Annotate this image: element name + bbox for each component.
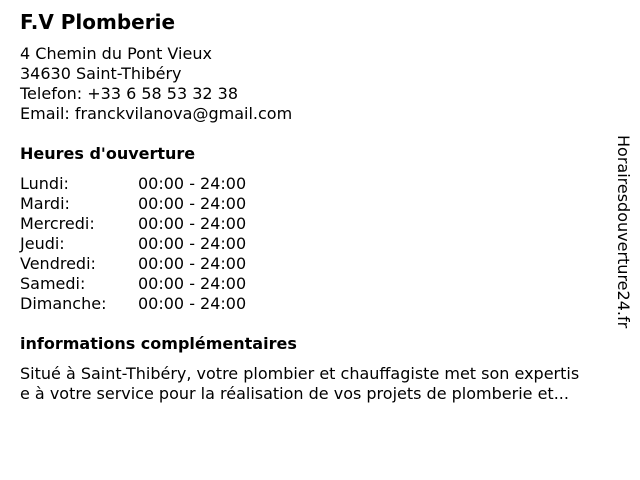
hours-row-wednesday [20, 214, 246, 234]
description-line: Situé à Saint-Thibéry, votre plombier et chauffagiste met son expertis [20, 364, 580, 383]
site-watermark: Horairesdouverture24.fr [614, 135, 633, 329]
hours-day: Jeudi: [20, 234, 65, 253]
phone-number: Telefon: +33 6 58 53 32 38 [20, 84, 239, 103]
hours-row-thursday [20, 234, 246, 254]
hours-time: 00:00 - 24:00 [138, 254, 247, 273]
email-address: Email: franckvilanova@gmail.com [20, 104, 293, 123]
additional-info-title: informations complémentaires [20, 334, 297, 353]
opening-hours-title: Heures d'ouverture [20, 144, 196, 163]
business-name: F.V Plomberie [20, 10, 176, 34]
hours-time: 00:00 - 24:00 [138, 174, 247, 193]
business-description [20, 364, 630, 404]
hours-day: Samedi: [20, 274, 86, 293]
hours-time: 00:00 - 24:00 [138, 294, 247, 313]
hours-time: 00:00 - 24:00 [138, 214, 247, 233]
hours-row-sunday [20, 294, 246, 314]
hours-row-saturday [20, 274, 246, 294]
hours-time: 00:00 - 24:00 [138, 194, 247, 213]
hours-row-friday [20, 254, 246, 274]
hours-time: 00:00 - 24:00 [138, 274, 247, 293]
contact-block [20, 44, 292, 124]
hours-day: Lundi: [20, 174, 69, 193]
description-line: e à votre service pour la réalisation de vos projets de plomberie et... [20, 384, 569, 403]
address-street: 4 Chemin du Pont Vieux [20, 44, 212, 63]
hours-day: Vendredi: [20, 254, 96, 273]
hours-day: Mercredi: [20, 214, 95, 233]
hours-day: Mardi: [20, 194, 70, 213]
address-city: 34630 Saint-Thibéry [20, 64, 182, 83]
opening-hours-table [20, 174, 246, 314]
hours-row-tuesday [20, 194, 246, 214]
hours-time: 00:00 - 24:00 [138, 234, 247, 253]
hours-row-monday [20, 174, 246, 194]
hours-day: Dimanche: [20, 294, 107, 313]
